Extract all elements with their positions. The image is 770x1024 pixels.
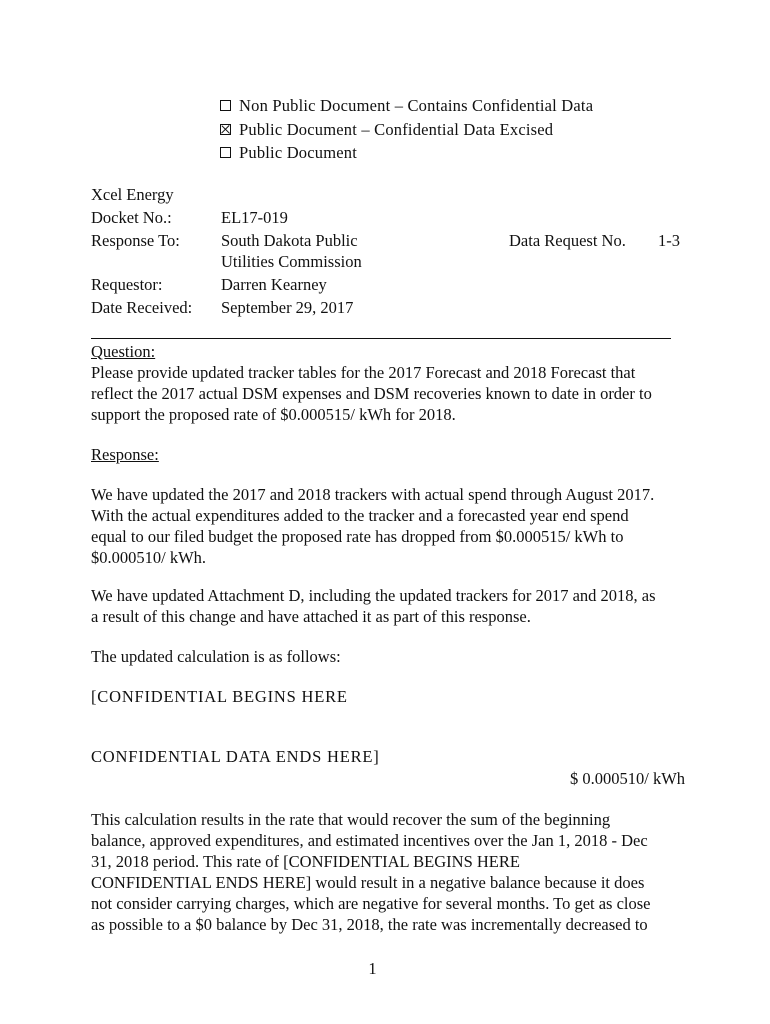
response-line: We have updated the 2017 and 2018 trackers with actual spend through August 2017.: [91, 485, 655, 504]
confidential-end-marker: CONFIDENTIAL DATA ENDS HERE]: [91, 747, 380, 766]
checkbox-label: Public Document: [239, 143, 358, 163]
checkbox-checked-icon[interactable]: [220, 124, 231, 135]
response-line: CONFIDENTIAL ENDS HERE] would result in a negative balance because it does: [91, 873, 645, 892]
confidential-begin-marker: [CONFIDENTIAL BEGINS HERE: [91, 687, 348, 706]
date-received-label: Date Received:: [91, 298, 193, 317]
calculated-rate: $ 0.000510/ kWh: [570, 769, 686, 788]
response-to-value-line1: South Dakota Public: [221, 231, 358, 250]
question-heading: Question:: [91, 342, 156, 361]
checkbox-row-public-excised[interactable]: [220, 118, 593, 142]
response-paragraph-2: [91, 585, 691, 627]
question-line: Please provide updated tracker tables for the 2017 Forecast and 2018 Forecast that: [91, 363, 636, 382]
response-line: as possible to a $0 balance by Dec 31, 2018, the rate was incrementally decreased to: [91, 915, 648, 934]
section-divider: [91, 338, 671, 339]
response-line: This calculation results in the rate that would recover the sum of the beginning: [91, 810, 611, 829]
checkbox-empty-icon[interactable]: [220, 100, 231, 111]
response-line: 31, 2018 period. This rate of [CONFIDENTIAL BEGINS HERE: [91, 852, 520, 871]
document-classification-checkboxes: [220, 94, 593, 165]
data-request-label: Data Request No.: [509, 231, 626, 250]
date-received-value: September 29, 2017: [221, 298, 354, 317]
docket-value: EL17-019: [221, 208, 288, 227]
requestor-value: Darren Kearney: [221, 275, 327, 294]
checkbox-row-non-public[interactable]: [220, 94, 593, 118]
question-line: reflect the 2017 actual DSM expenses and DSM recoveries known to date in order to: [91, 384, 652, 403]
response-to-label: Response To:: [91, 231, 180, 250]
company-name: Xcel Energy: [91, 185, 174, 204]
response-line: not consider carrying charges, which are negative for several months. To get as close: [91, 894, 651, 913]
question-text: [91, 362, 691, 425]
question-line: support the proposed rate of $0.000515/ kWh for 2018.: [91, 405, 456, 424]
response-line: We have updated Attachment D, including the updated trackers for 2017 and 2018, as: [91, 586, 656, 605]
page-number: 1: [368, 959, 377, 978]
checkbox-label: Public Document – Confidential Data Excised: [239, 119, 554, 139]
checkbox-row-public[interactable]: [220, 141, 593, 165]
checkbox-label: Non Public Document – Contains Confidential Data: [239, 96, 594, 116]
calculation-intro: The updated calculation is as follows:: [91, 647, 341, 666]
data-request-value: 1-3: [658, 231, 680, 250]
response-line: $0.000510/ kWh.: [91, 548, 207, 567]
docket-label: Docket No.:: [91, 208, 172, 227]
response-line: balance, approved expenditures, and estimated incentives over the Jan 1, 2018 - Dec: [91, 831, 648, 850]
response-heading: Response:: [91, 445, 159, 464]
response-line: a result of this change and have attached it as part of this response.: [91, 607, 531, 626]
response-paragraph-4: [91, 809, 691, 935]
checkbox-empty-icon[interactable]: [220, 147, 231, 158]
response-to-value-line2: Utilities Commission: [221, 252, 362, 271]
response-line: With the actual expenditures added to the tracker and a forecasted year end spend: [91, 506, 629, 525]
requestor-label: Requestor:: [91, 275, 163, 294]
response-line: equal to our filed budget the proposed rate has dropped from $0.000515/ kWh to: [91, 527, 624, 546]
response-paragraph-1: [91, 484, 691, 568]
